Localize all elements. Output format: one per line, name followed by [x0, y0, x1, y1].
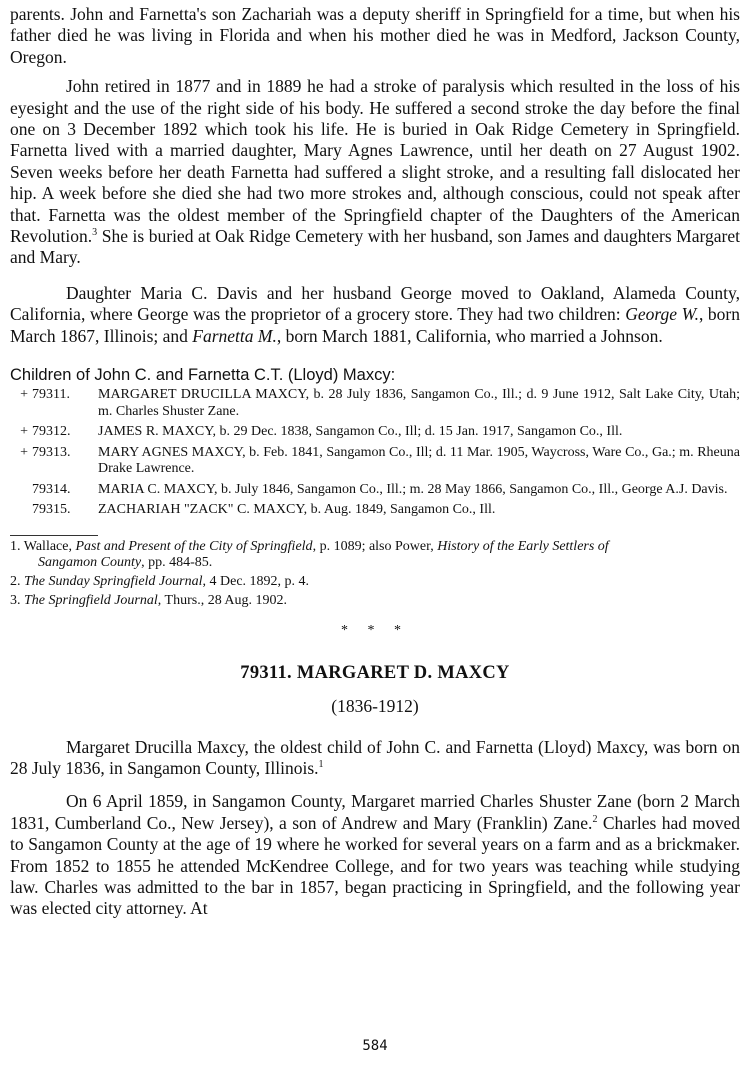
footnote-divider [10, 535, 98, 536]
list-item [10, 445, 740, 482]
footnote-3-title: The Springfield Journal [24, 592, 158, 608]
paragraph-retired-text: John retired in 1877 and in 1889 he had a stroke of paralysis which resulted in the loss of his eyesight and the use of the right side of his body. He suffered a second stroke the day before the final one on 3 December 1892 which took his life. He is buried in Oak Ridge Cemetery in Springfield. Farnetta lived with a married daughter, Mary Agnes Lawrence, until her death on 27 August 1902. Seven weeks before her death Farnetta had suffered a slight stroke, and a resulting fall dislocated her hip. A week before she died she had two more strokes and, although conscious, could not speak after that. Farnetta was the oldest member of the Springfield chapter of the Daughters of the American Revolution. [10, 76, 740, 247]
paragraph-retired [10, 76, 740, 269]
child-number: 79311. [32, 387, 70, 403]
descendant-marker [10, 502, 32, 523]
footnote-ref-3: 3 [92, 227, 98, 239]
paragraph-maria-text-3: , born March 1881, California, who married a Johnson. [276, 325, 663, 346]
descendant-marker: + [20, 387, 28, 403]
descendant-marker: + [20, 424, 28, 440]
children-heading: Children of John C. and Farnetta C.T. (Lloyd) Maxcy: [10, 366, 396, 385]
paragraph-margaret [10, 737, 740, 780]
list-item [10, 482, 740, 503]
footnote-3 [10, 593, 740, 609]
child-name-george: George W. [625, 304, 699, 325]
footnote-2-title: The Sunday Springfield Journal [24, 573, 203, 589]
child-number: 79314. [32, 481, 71, 497]
paragraph-intro-text: parents. John and Farnetta's son Zachariah was a deputy sheriff in Springfield for a time, but when his father died he was living in Florida and when his mother died he was in Medford, Jackson County, Oregon. [10, 4, 740, 67]
paragraph-maria-text: Daughter Maria C. Davis and her husband George moved to Oakland, Alameda County, California, where George was the proprietor of a grocery store. They had two children: [10, 282, 740, 325]
footnote-1-title: Past and Present of the City of Springfield [75, 538, 313, 554]
child-number: 79313. [32, 444, 71, 460]
descendant-marker: + [20, 444, 28, 460]
footnote-ref-2: 2 [592, 813, 598, 825]
child-description: MARGARET DRUCILLA MAXCY, b. 28 July 1836, Sangamon Co., Ill.; d. 9 June 1912, Salt Lake City, Utah; m. Charles Shuster Zane. [98, 387, 740, 419]
section-title: 79311. MARGARET D. MAXCY [240, 662, 510, 683]
footnote-1-continuation [10, 555, 740, 571]
section-dates: (1836-1912) [331, 695, 419, 716]
list-item [10, 387, 740, 424]
footnote-2-num: 2. [10, 573, 24, 589]
child-description: MARY AGNES MAXCY, b. Feb. 1841, Sangamon Co., Ill; d. 11 Mar. 1905, Waycross, Ware Co., Ga.; m. Rheuna Drake Lawrence. [98, 444, 740, 477]
child-number: 79312. [32, 424, 71, 440]
footnote-3-text: , Thurs., 28 Aug. 1902. [157, 592, 288, 608]
footnote-1-text-3: , pp. 484-85. [141, 554, 213, 570]
paragraph-intro [10, 4, 740, 68]
paragraph-maria-text-2: , born March 1867, Illinois; and [10, 304, 740, 346]
children-list [10, 387, 740, 523]
child-number: 79315. [32, 502, 71, 518]
footnote-2 [10, 574, 740, 590]
child-description: JAMES R. MAXCY, b. 29 Dec. 1838, Sangamon Co., Ill; d. 15 Jan. 1917, Sangamon Co., Ill. [98, 424, 623, 440]
paragraph-married-tail: Charles had moved to Sangamon County at the age of 19 where he worked for several years on a farm and as a brickmaker. From 1852 to 1855 he attended McKendree College, and for two years was teaching while studying law. Charles was admitted to the bar in 1857, began practicing in Springfield, and the following year was elected city attorney. At [10, 812, 741, 919]
child-description: MARIA C. MAXCY, b. July 1846, Sangamon Co., Ill.; m. 28 May 1866, Sangamon Co., Ill., George A.J. Davis. [98, 481, 728, 497]
paragraph-margaret-text: Margaret Drucilla Maxcy, the oldest child of John C. and Farnetta (Lloyd) Maxcy, was born on 28 July 1836, in Sangamon County, Illinois. [10, 736, 740, 778]
list-item [10, 424, 740, 445]
section-separator: * * * [341, 622, 409, 638]
page-number: 584 [362, 1038, 388, 1054]
list-item [10, 502, 740, 523]
child-name-farnetta: Farnetta M. [192, 325, 277, 346]
footnote-1-title-3: Sangamon County [38, 554, 142, 570]
child-description: ZACHARIAH "ZACK" C. MAXCY, b. Aug. 1849, Sangamon Co., Ill. [98, 502, 496, 518]
footnote-1-title-2: History of the Early Settlers of [437, 538, 609, 554]
footnote-1 [10, 539, 740, 571]
footnote-3-num: 3. [10, 592, 24, 608]
descendant-marker [10, 482, 32, 503]
footnote-2-text: , 4 Dec. 1892, p. 4. [202, 573, 310, 589]
paragraph-maria [10, 283, 740, 347]
document-page [10, 4, 740, 920]
paragraph-retired-tail: She is buried at Oak Ridge Cemetery with her husband, son James and daughters Margaret and Mary. [10, 226, 740, 268]
paragraph-married [10, 791, 740, 919]
paragraph-married-text: On 6 April 1859, in Sangamon County, Margaret married Charles Shuster Zane (born 2 March 1831, Cumberland Co., New Jersey), a son of Andrew and Mary (Franklin) Zane. [10, 791, 740, 833]
footnote-1-text-2: , p. 1089; also Power, [312, 538, 438, 554]
footnote-ref-1: 1 [318, 759, 324, 771]
footnote-1-text: 1. Wallace, [10, 538, 76, 554]
